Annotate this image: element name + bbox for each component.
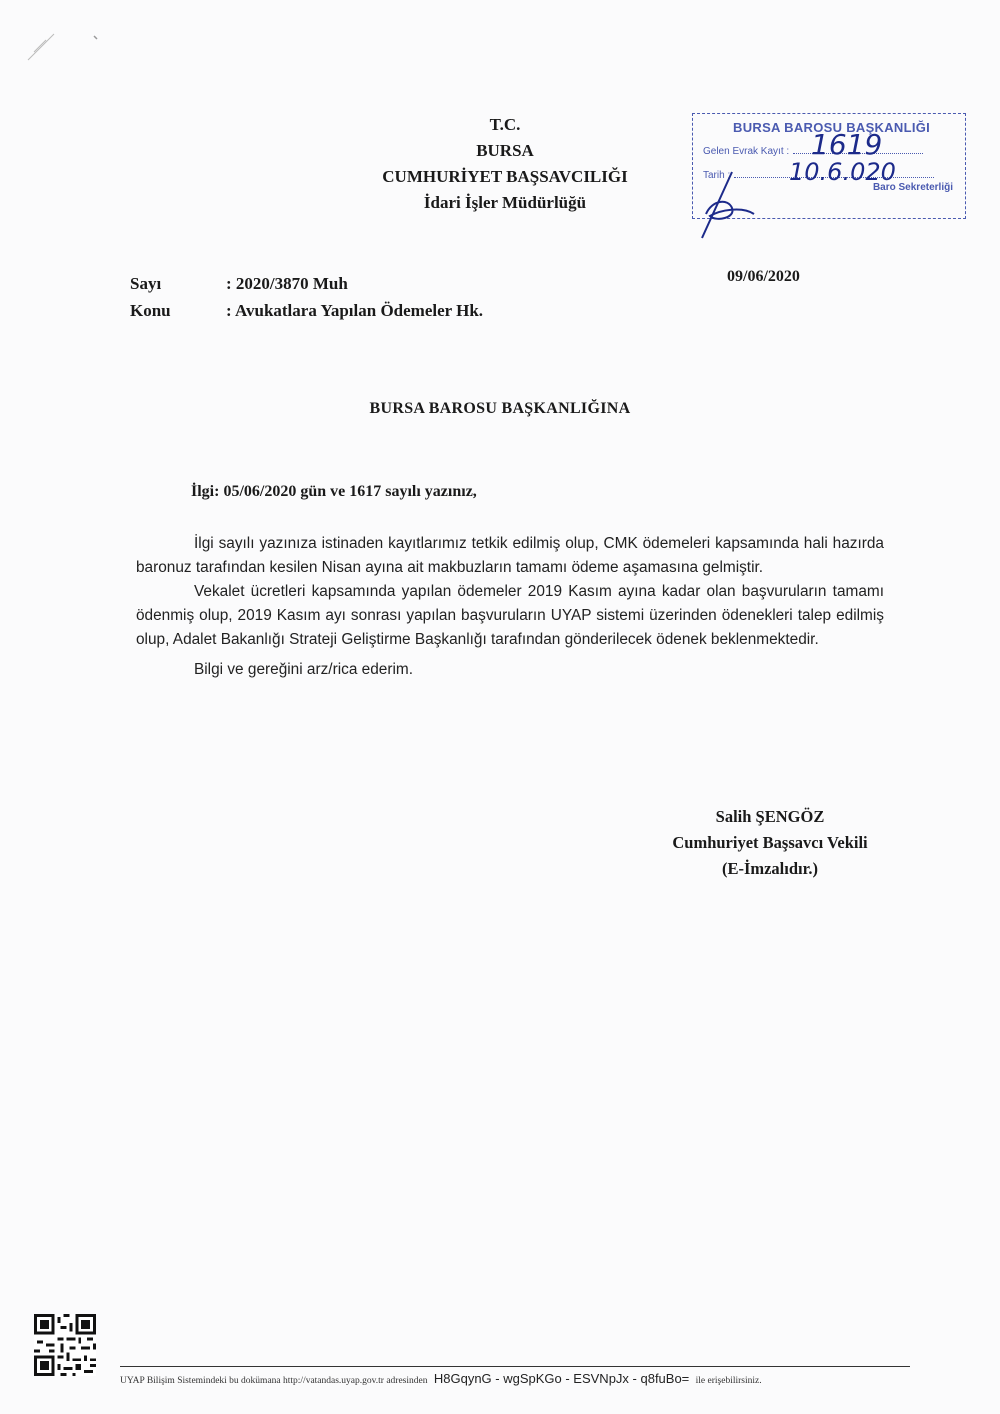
- handwritten-signature: [692, 170, 762, 240]
- uyap-footer: [120, 1371, 762, 1386]
- signer-title: Cumhuriyet Başsavcı Vekili: [672, 833, 868, 852]
- stamp-evrak-number: 1619: [811, 128, 883, 161]
- konu-value: : Avukatlara Yapılan Ödemeler Hk.: [226, 301, 484, 320]
- stamp-tarih-label: Tarih :: [703, 170, 731, 181]
- document-meta: [130, 270, 483, 324]
- signer-name: Salih ŞENGÖZ: [715, 807, 825, 826]
- institution-header: [330, 112, 680, 216]
- letter-body: [136, 532, 884, 682]
- header-office: CUMHURİYET BAŞSAVCILIĞI: [382, 167, 628, 186]
- header-city: BURSA: [476, 141, 534, 160]
- sayi-label: Sayı: [130, 274, 162, 293]
- stamp-footer: Baro Sekreterliği: [872, 182, 953, 193]
- body-paragraph-2: Vekalet ücretleri kapsamında yapılan ödemeler 2019 Kasım ayına kadar olan başvuruların tamamı ödenmiş olup, 2019 Kasım ayı sonrası yapılan başvuruların UYAP sistemi üzerinden ödenekleri talep edilmiş olup, Adalet Bakanlığı Strateji Geliştirme Başkanlığı tarafından gönderilecek ödenek beklenmektedir.: [136, 583, 884, 648]
- stamp-title: BURSA BAROSU BAŞKANLIĞI: [733, 120, 931, 135]
- qr-code: [34, 1314, 96, 1376]
- reference-line: İlgi: 05/06/2020 gün ve 1617 sayılı yazınız,: [191, 483, 477, 500]
- konu-row: [130, 297, 483, 324]
- verification-code: H8GqynG - wgSpKGo - ESVNpJx - q8fuBo=: [433, 1371, 690, 1386]
- stamp-evrak-label: Gelen Evrak Kayıt :: [703, 146, 790, 157]
- e-signature-note: (E-İmzalıdır.): [721, 859, 819, 878]
- signature-block: [640, 804, 900, 882]
- paper-mark: [24, 26, 104, 66]
- document-date: 09/06/2020: [727, 268, 800, 285]
- header-department: İdari İşler Müdürlüğü: [423, 193, 587, 212]
- sayi-row: [130, 270, 483, 297]
- closing-line: Bilgi ve gereğini arz/rica ederim.: [194, 661, 413, 678]
- footer-suffix: ile erişebilirsiniz.: [695, 1376, 762, 1386]
- addressee: BURSA BAROSU BAŞKANLIĞINA: [369, 400, 631, 417]
- footer-prefix: UYAP Bilişim Sistemindeki bu dokümana http://vatandas.uyap.gov.tr adresinden: [120, 1376, 428, 1386]
- konu-label: Konu: [130, 301, 171, 320]
- header-tc: T.C.: [489, 115, 521, 134]
- stamp-tarih-value: 10.6.020: [789, 158, 896, 186]
- footer-rule: [120, 1366, 910, 1367]
- sayi-value: : 2020/3870 Muh: [226, 274, 348, 293]
- body-paragraph-1: İlgi sayılı yazınıza istinaden kayıtlarımız tetkik edilmiş olup, CMK ödemeleri kapsamında hali hazırda baronuz tarafından kesilen Nisan ayına ait makbuzların tamamı ödeme aşamasına gelmiştir.: [136, 535, 884, 576]
